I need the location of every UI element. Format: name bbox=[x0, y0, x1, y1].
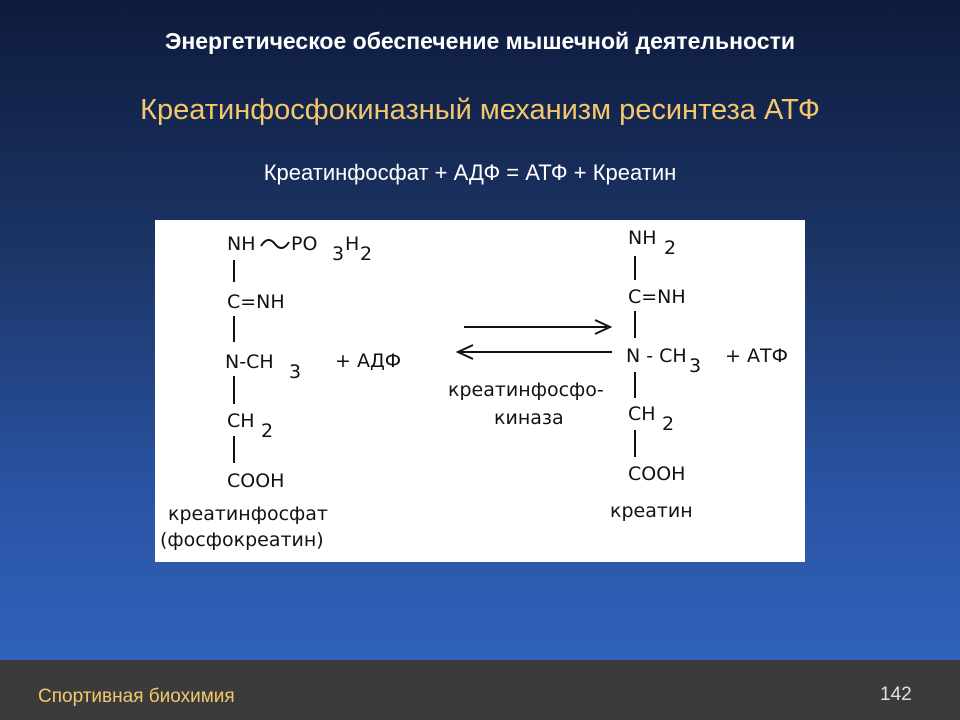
enzyme-label-line2: киназа bbox=[494, 407, 564, 429]
plus-adf-label: + АДФ bbox=[335, 350, 402, 372]
reaction-equation: Креатинфосфат + АДФ = АТФ + Креатин bbox=[263, 160, 677, 185]
high-energy-bond-tilde bbox=[261, 240, 289, 248]
slide-header-title: Энергетическое обеспечение мышечной деятельности bbox=[165, 28, 795, 54]
left-molecule-alt-name: (фосфокреатин) bbox=[160, 529, 324, 551]
left-molecule-name: креатинфосфат bbox=[168, 503, 328, 525]
right-cooh-label: COOH bbox=[628, 463, 686, 485]
right-nch-subscript: 3 bbox=[689, 355, 702, 377]
creatine-phosphate-structure bbox=[160, 233, 372, 551]
right-ch-label: CH bbox=[628, 403, 656, 425]
reversible-arrows bbox=[458, 320, 612, 359]
right-molecule-name: креатин bbox=[610, 500, 693, 522]
slide-subtitle: Креатинфосфокиназный механизм ресинтеза АТФ bbox=[140, 94, 820, 126]
left-ch-subscript: 2 bbox=[261, 420, 274, 442]
enzyme-label-line1: креатинфосфо- bbox=[448, 379, 604, 401]
left-nh-label: NH bbox=[227, 233, 256, 255]
slide-page-number: 142 bbox=[880, 684, 912, 705]
left-h-subscript: 2 bbox=[360, 243, 373, 265]
plus-atf-label: + АТФ bbox=[725, 345, 788, 367]
right-cnh-label: C=NH bbox=[628, 286, 686, 308]
left-ch-label: CH bbox=[227, 410, 255, 432]
left-po-label: PO bbox=[291, 233, 318, 255]
reaction-diagram bbox=[155, 220, 805, 562]
left-h-label: H bbox=[345, 233, 360, 255]
reaction-diagram-svg bbox=[155, 220, 805, 562]
left-cnh-label: C=NH bbox=[227, 291, 285, 313]
left-nch-subscript: 3 bbox=[289, 361, 302, 383]
left-cooh-label: COOH bbox=[227, 470, 285, 492]
creatine-structure bbox=[610, 227, 701, 522]
left-po-subscript: 3 bbox=[332, 243, 345, 265]
footer-course-name: Спортивная биохимия bbox=[38, 686, 235, 707]
right-nh-label: NH bbox=[628, 227, 657, 249]
right-ch-subscript: 2 bbox=[662, 413, 675, 435]
right-nch-label: N - CH bbox=[626, 345, 687, 367]
left-nch-label: N-CH bbox=[225, 351, 274, 373]
right-nh-subscript: 2 bbox=[664, 237, 677, 259]
